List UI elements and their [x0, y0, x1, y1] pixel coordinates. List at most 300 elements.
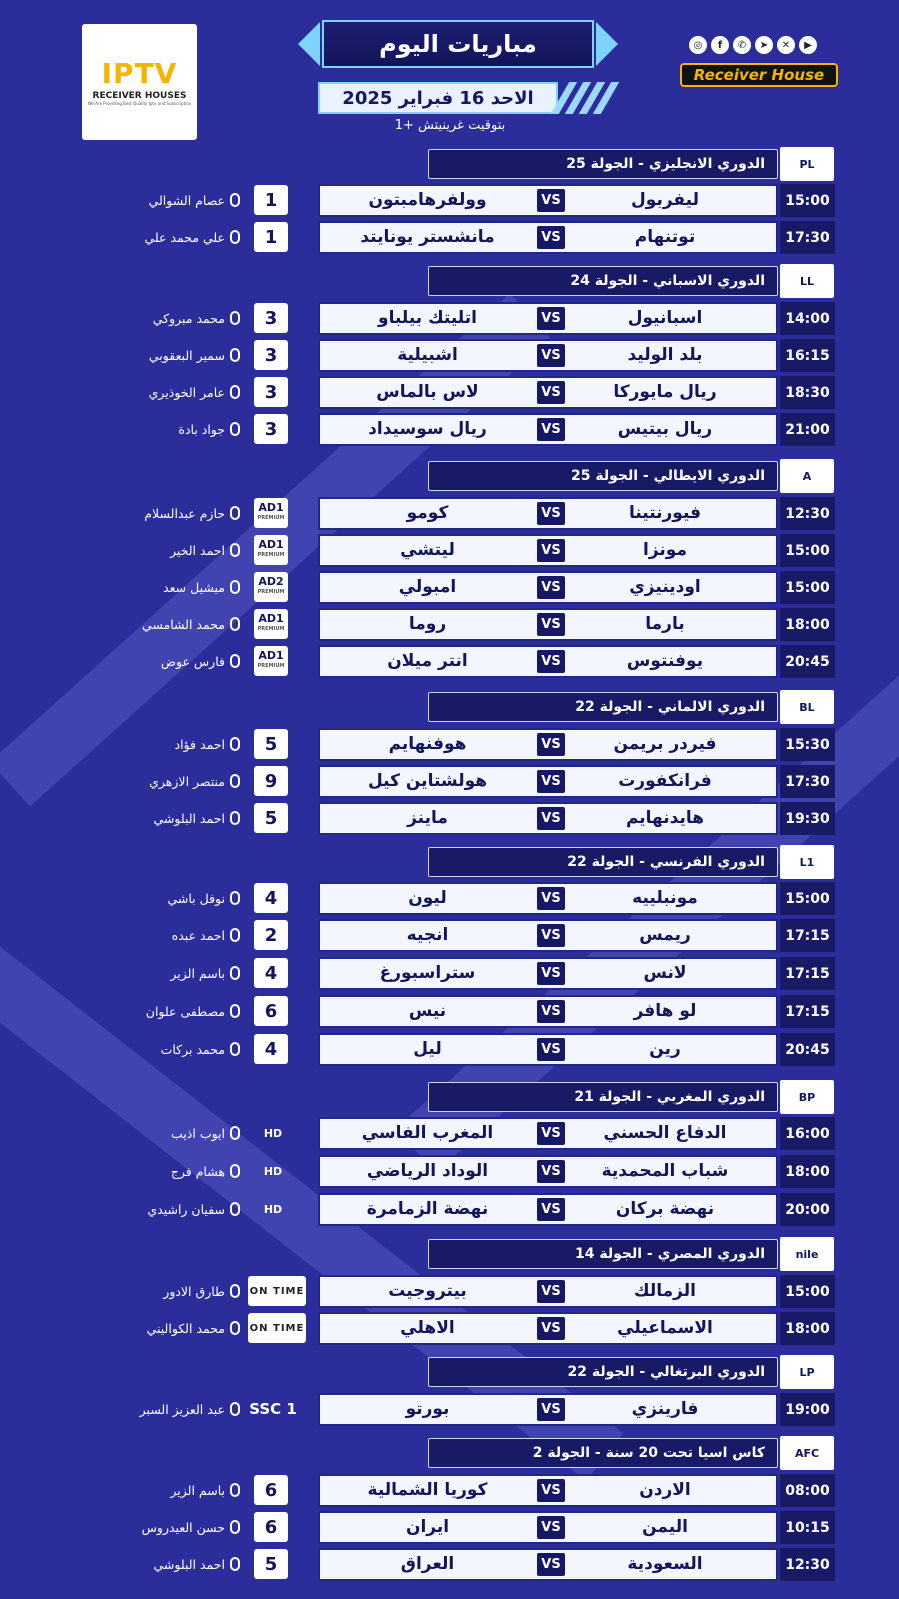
league-logo: BL: [780, 690, 834, 724]
match-row: [318, 995, 835, 1028]
logo-name: RECEIVER HOUSES: [92, 90, 187, 101]
match-time: 18:00: [780, 608, 835, 641]
match-bar: [318, 376, 778, 409]
match-bar: [318, 184, 778, 217]
home-team: بلد الوليد: [627, 345, 703, 365]
channel-label: 6: [264, 1000, 278, 1022]
match-time: 17:15: [780, 995, 835, 1028]
commentator: [100, 958, 240, 988]
commentator-name: جواد بادة: [178, 421, 225, 437]
match-time: 19:00: [780, 1393, 835, 1426]
commentator: [100, 340, 240, 370]
home-team: الزمالك: [634, 1281, 696, 1301]
channel-label: ON TIME: [249, 1285, 305, 1297]
commentator: [100, 766, 240, 796]
channel-badge: [254, 498, 288, 528]
channel-label: 4: [264, 962, 278, 984]
social-icons: [686, 36, 820, 58]
match-time: 19:30: [780, 802, 835, 835]
vs-badge: VS: [537, 307, 565, 330]
home-team: لانس: [643, 963, 687, 983]
match-row: [318, 534, 835, 567]
match-row: [318, 645, 835, 678]
channel-label: 5: [264, 733, 278, 755]
match-bar: [318, 645, 778, 678]
league-logo: L1: [780, 845, 834, 879]
logo-tv-text: IPTV: [101, 56, 178, 90]
match-time: 10:15: [780, 1511, 835, 1544]
league-name: الدوري المغربي - الجولة 21: [428, 1082, 778, 1112]
match-time: 15:00: [780, 571, 835, 604]
league-header: [428, 1436, 833, 1470]
channel-badge: [248, 1313, 306, 1343]
channel-sub: PREMIUM: [257, 552, 285, 558]
league-header: [428, 690, 833, 724]
away-team: اشبيلية: [397, 345, 458, 365]
date-label: الاحد 16 فبراير 2025: [318, 82, 558, 114]
league-header: [428, 147, 833, 181]
match-time: 20:45: [780, 1033, 835, 1066]
home-team: الاردن: [639, 1480, 691, 1500]
channel-badge: [254, 958, 288, 988]
commentator: [100, 1194, 240, 1224]
vs-badge: VS: [537, 733, 565, 756]
channel-label: SSC 1: [249, 1400, 297, 1418]
match-row: [318, 184, 835, 217]
microphone-icon: [230, 193, 240, 207]
match-bar: [318, 1155, 778, 1188]
commentator-name: عصام الشوالي: [148, 192, 225, 208]
home-team: فارينزي: [631, 1399, 699, 1419]
commentator: [100, 498, 240, 528]
vs-badge: VS: [537, 1553, 565, 1576]
commentator: [100, 222, 240, 252]
away-team: الوداد الرياضي: [366, 1161, 489, 1181]
match-time: 18:00: [780, 1155, 835, 1188]
match-time: 18:30: [780, 376, 835, 409]
microphone-icon: [230, 1164, 240, 1178]
match-row: [318, 571, 835, 604]
match-time: 17:15: [780, 919, 835, 952]
channel-label: 4: [264, 1038, 278, 1060]
match-bar: [318, 339, 778, 372]
match-time: 18:00: [780, 1312, 835, 1345]
commentator: [100, 535, 240, 565]
channel-badge: [250, 1194, 296, 1224]
commentator: [100, 996, 240, 1026]
vs-badge: VS: [537, 418, 565, 441]
away-team: ستراسبورغ: [379, 963, 476, 983]
telegram-icon: ➤: [755, 36, 773, 54]
channel-label: 3: [264, 307, 278, 329]
chevron-right-icon: [596, 22, 618, 66]
league-name: الدوري الالماني - الجولة 22: [428, 692, 778, 722]
microphone-icon: [230, 1557, 240, 1571]
match-bar: [318, 608, 778, 641]
commentator-name: محمد الكواليني: [146, 1320, 225, 1336]
league-name: كاس اسيا تحت 20 سنة - الجولة 2: [428, 1438, 778, 1468]
channel-badge: [254, 377, 288, 407]
vs-badge: VS: [537, 576, 565, 599]
away-team: ليل: [413, 1039, 442, 1059]
commentator: [100, 1475, 240, 1505]
match-row: [318, 413, 835, 446]
channel-sub: PREMIUM: [257, 515, 285, 521]
microphone-icon: [230, 811, 240, 825]
vs-badge: VS: [537, 1038, 565, 1061]
match-bar: [318, 413, 778, 446]
vs-badge: VS: [537, 924, 565, 947]
commentator: [100, 572, 240, 602]
match-bar: [318, 221, 778, 254]
match-row: [318, 957, 835, 990]
home-team: مونبلييه: [632, 888, 698, 908]
home-team: ريمس: [639, 925, 691, 945]
away-team: انجيه: [406, 925, 449, 945]
channel-badge: [254, 572, 288, 602]
match-row: [318, 1393, 835, 1426]
match-bar: [318, 1193, 778, 1226]
channel-sub: PREMIUM: [257, 589, 285, 595]
match-row: [318, 765, 835, 798]
microphone-icon: [230, 311, 240, 325]
microphone-icon: [230, 1202, 240, 1216]
away-team: روما: [408, 614, 447, 634]
channel-badge: [254, 609, 288, 639]
match-bar: [318, 1117, 778, 1150]
home-team: مونزا: [643, 540, 687, 560]
commentator: [100, 1394, 240, 1424]
microphone-icon: [230, 654, 240, 668]
match-row: [318, 728, 835, 761]
vs-badge: VS: [537, 613, 565, 636]
match-time: 15:00: [780, 1275, 835, 1308]
channel-badge: [254, 1034, 288, 1064]
away-team: بورتو: [405, 1399, 450, 1419]
vs-badge: VS: [537, 962, 565, 985]
commentator-name: باسم الزير: [170, 965, 225, 981]
instagram-icon: ◎: [689, 36, 707, 54]
away-team: الاهلي: [400, 1318, 455, 1338]
match-row: [318, 302, 835, 335]
commentator: [100, 1276, 240, 1306]
away-team: امبولي: [398, 577, 457, 597]
channel-badge: [250, 1118, 296, 1148]
home-team: فيردر بريمن: [613, 734, 717, 754]
vs-badge: VS: [537, 770, 565, 793]
microphone-icon: [230, 1042, 240, 1056]
commentator: [100, 920, 240, 950]
match-row: [318, 376, 835, 409]
match-row: [318, 882, 835, 915]
microphone-icon: [230, 385, 240, 399]
match-bar: [318, 882, 778, 915]
vs-badge: VS: [537, 650, 565, 673]
vs-badge: VS: [537, 502, 565, 525]
home-team: فيورنتينا: [628, 503, 702, 523]
vs-badge: VS: [537, 1479, 565, 1502]
commentator-name: حازم عبدالسلام: [144, 505, 225, 521]
vs-badge: VS: [537, 1198, 565, 1221]
microphone-icon: [230, 348, 240, 362]
league-logo: LP: [780, 1355, 834, 1389]
match-row: [318, 221, 835, 254]
away-team: ريال سوسيداد: [368, 419, 487, 439]
away-team: المغرب الفاسي: [361, 1123, 494, 1143]
channel-label: AD1: [258, 538, 284, 551]
timezone-label: بتوقيت غرينيتش +1: [394, 118, 506, 133]
league-header: [428, 1355, 833, 1389]
channel-label: 1: [264, 189, 278, 211]
away-team: بيتروجيت: [388, 1281, 467, 1301]
commentator: [100, 414, 240, 444]
match-bar: [318, 302, 778, 335]
commentator: [100, 1313, 240, 1343]
commentator-name: باسم الزير: [170, 1482, 225, 1498]
vs-badge: VS: [537, 539, 565, 562]
vs-badge: VS: [537, 887, 565, 910]
vs-badge: VS: [537, 807, 565, 830]
channel-label: 3: [264, 418, 278, 440]
commentator: [100, 729, 240, 759]
home-team: شباب المحمدية: [601, 1161, 729, 1181]
microphone-icon: [230, 1520, 240, 1534]
vs-badge: VS: [537, 344, 565, 367]
logo-sub: We Are Providing Best Quality Iptv and Subscription: [87, 100, 192, 106]
league-logo: nile: [780, 1237, 834, 1271]
match-bar: [318, 957, 778, 990]
x-icon: ✕: [777, 36, 795, 54]
match-row: [318, 919, 835, 952]
microphone-icon: [230, 1402, 240, 1416]
commentator: [100, 185, 240, 215]
match-time: 17:15: [780, 957, 835, 990]
match-row: [318, 1193, 835, 1226]
microphone-icon: [230, 506, 240, 520]
match-time: 15:00: [780, 184, 835, 217]
commentator-name: علي محمد علي: [144, 229, 225, 245]
channel-label: 5: [264, 1553, 278, 1575]
vs-badge: VS: [537, 189, 565, 212]
match-row: [318, 608, 835, 641]
away-team: ليتشي: [400, 540, 455, 560]
channel-badge: [254, 535, 288, 565]
channel-label: AD1: [258, 612, 284, 625]
microphone-icon: [230, 422, 240, 436]
date-stripes-decoration: [560, 82, 620, 114]
commentator-name: احمد الخير: [170, 542, 225, 558]
match-bar: [318, 1275, 778, 1308]
channel-label: AD2: [258, 575, 284, 588]
commentator: [100, 646, 240, 676]
commentator-name: احمد البلوشي: [153, 810, 225, 826]
commentator-name: طارق الادور: [163, 1283, 225, 1299]
commentator: [100, 1549, 240, 1579]
league-logo: PL: [780, 147, 834, 181]
commentator-name: احمد عبده: [171, 927, 225, 943]
microphone-icon: [230, 774, 240, 788]
match-bar: [318, 1393, 778, 1426]
vs-badge: VS: [537, 226, 565, 249]
commentator-name: هشام فرج: [170, 1163, 225, 1179]
home-team: يوفنتوس: [626, 651, 704, 671]
commentator-name: منتصر الازهري: [149, 773, 225, 789]
home-team: ريال مايوركا: [613, 382, 717, 402]
vs-badge: VS: [537, 1280, 565, 1303]
away-team: العراق: [400, 1554, 455, 1574]
microphone-icon: [230, 617, 240, 631]
iptv-logo: [82, 24, 197, 140]
microphone-icon: [230, 737, 240, 751]
league-name: الدوري الفرنسي - الجولة 22: [428, 847, 778, 877]
brand-badge: Receiver House: [680, 63, 838, 87]
commentator: [100, 1156, 240, 1186]
home-team: توتنهام: [634, 227, 696, 247]
commentator-name: احمد البلوشي: [153, 1556, 225, 1572]
match-bar: [318, 1033, 778, 1066]
channel-label: AD1: [258, 501, 284, 514]
channel-badge: [254, 646, 288, 676]
match-time: 20:00: [780, 1193, 835, 1226]
commentator-name: ميشيل سعد: [163, 579, 225, 595]
match-bar: [318, 1548, 778, 1581]
microphone-icon: [230, 580, 240, 594]
channel-label: 9: [264, 770, 278, 792]
away-team: لاس بالماس: [376, 382, 479, 402]
vs-badge: VS: [537, 1000, 565, 1023]
league-name: الدوري الايطالي - الجولة 25: [428, 461, 778, 491]
commentator: [100, 883, 240, 913]
channel-label: HD: [263, 1126, 283, 1140]
match-time: 12:30: [780, 1548, 835, 1581]
match-row: [318, 1474, 835, 1507]
microphone-icon: [230, 1483, 240, 1497]
away-team: ليون: [408, 888, 447, 908]
channel-badge: [250, 1156, 296, 1186]
commentator-name: سفيان راشيدي: [147, 1201, 225, 1217]
home-team: ريال بيتيس: [617, 419, 713, 439]
channel-label: 5: [264, 807, 278, 829]
vs-badge: VS: [537, 1398, 565, 1421]
home-team: هايدنهايم: [625, 808, 705, 828]
channel-label: 1: [264, 226, 278, 248]
match-time: 17:30: [780, 221, 835, 254]
channel-label: 3: [264, 344, 278, 366]
match-time: 20:45: [780, 645, 835, 678]
home-team: اودينيزي: [629, 577, 701, 597]
commentator: [100, 377, 240, 407]
commentator: [100, 609, 240, 639]
channel-label: ON TIME: [249, 1322, 305, 1334]
match-time: 12:30: [780, 497, 835, 530]
commentator-name: سمير البعقوبي: [148, 347, 225, 363]
league-logo: AFC: [780, 1436, 834, 1470]
match-row: [318, 1511, 835, 1544]
microphone-icon: [230, 928, 240, 942]
commentator-name: محمد مبروكي: [152, 310, 225, 326]
channel-badge: [254, 303, 288, 333]
match-row: [318, 1117, 835, 1150]
away-team: اتليتك بيلباو: [378, 308, 477, 328]
commentator: [100, 1118, 240, 1148]
microphone-icon: [230, 1321, 240, 1335]
commentator-name: محمد بركات: [160, 1041, 225, 1057]
commentator-name: مصطفى علوان: [145, 1003, 225, 1019]
away-team: مانشستر يونايتد: [360, 227, 495, 247]
away-team: كومو: [406, 503, 449, 523]
vs-badge: VS: [537, 1122, 565, 1145]
away-team: نهضة الزمامرة: [366, 1199, 489, 1219]
match-bar: [318, 534, 778, 567]
channel-badge: [254, 222, 288, 252]
match-bar: [318, 497, 778, 530]
commentator-name: فارس عوض: [160, 653, 225, 669]
match-row: [318, 339, 835, 372]
commentator-name: نوفل باشي: [167, 890, 225, 906]
away-team: نيس: [408, 1001, 447, 1021]
chevron-left-icon: [298, 22, 320, 66]
league-header: [428, 1080, 833, 1114]
microphone-icon: [230, 230, 240, 244]
match-bar: [318, 728, 778, 761]
home-team: اسبانيول: [627, 308, 703, 328]
league-logo: LL: [780, 264, 834, 298]
youtube-icon: ▶: [799, 36, 817, 54]
whatsapp-icon: ✆: [733, 36, 751, 54]
away-team: ماينز: [407, 808, 448, 828]
commentator-name: عامر الخوذيري: [148, 384, 225, 400]
league-logo: BP: [780, 1080, 834, 1114]
league-logo: A: [780, 459, 834, 493]
home-team: رين: [649, 1039, 681, 1059]
home-team: اليمن: [642, 1517, 688, 1537]
match-bar: [318, 802, 778, 835]
channel-sub: PREMIUM: [257, 663, 285, 669]
league-header: [428, 845, 833, 879]
channel-label: 2: [264, 924, 278, 946]
league-name: الدوري المصري - الجولة 14: [428, 1239, 778, 1269]
commentator-name: عبد العزيز السبر: [139, 1401, 225, 1417]
away-team: كوريا الشمالية: [367, 1480, 488, 1500]
home-team: السعودية: [627, 1554, 703, 1574]
channel-label: AD1: [258, 649, 284, 662]
away-team: ايران: [405, 1517, 450, 1537]
channel-label: HD: [263, 1202, 283, 1216]
match-bar: [318, 1312, 778, 1345]
match-time: 21:00: [780, 413, 835, 446]
vs-badge: VS: [537, 381, 565, 404]
channel-badge: [254, 1512, 288, 1542]
commentator: [100, 803, 240, 833]
channel-badge: [254, 1549, 288, 1579]
channel-badge: [254, 185, 288, 215]
commentator-name: محمد الشامسي: [141, 616, 225, 632]
channel-badge: [254, 1475, 288, 1505]
channel-badge: [254, 803, 288, 833]
league-name: الدوري الاسباني - الجولة 24: [428, 266, 778, 296]
home-team: ليفربول: [631, 190, 699, 210]
match-time: 15:00: [780, 534, 835, 567]
match-time: 15:00: [780, 882, 835, 915]
commentator: [100, 303, 240, 333]
title-banner: [298, 16, 618, 72]
page-title: مباريات اليوم: [322, 20, 594, 68]
league-header: [428, 264, 833, 298]
channel-badge: [248, 1276, 306, 1306]
league-header: [428, 459, 833, 493]
match-row: [318, 1312, 835, 1345]
league-name: الدوري البرتغالي - الجولة 22: [428, 1357, 778, 1387]
